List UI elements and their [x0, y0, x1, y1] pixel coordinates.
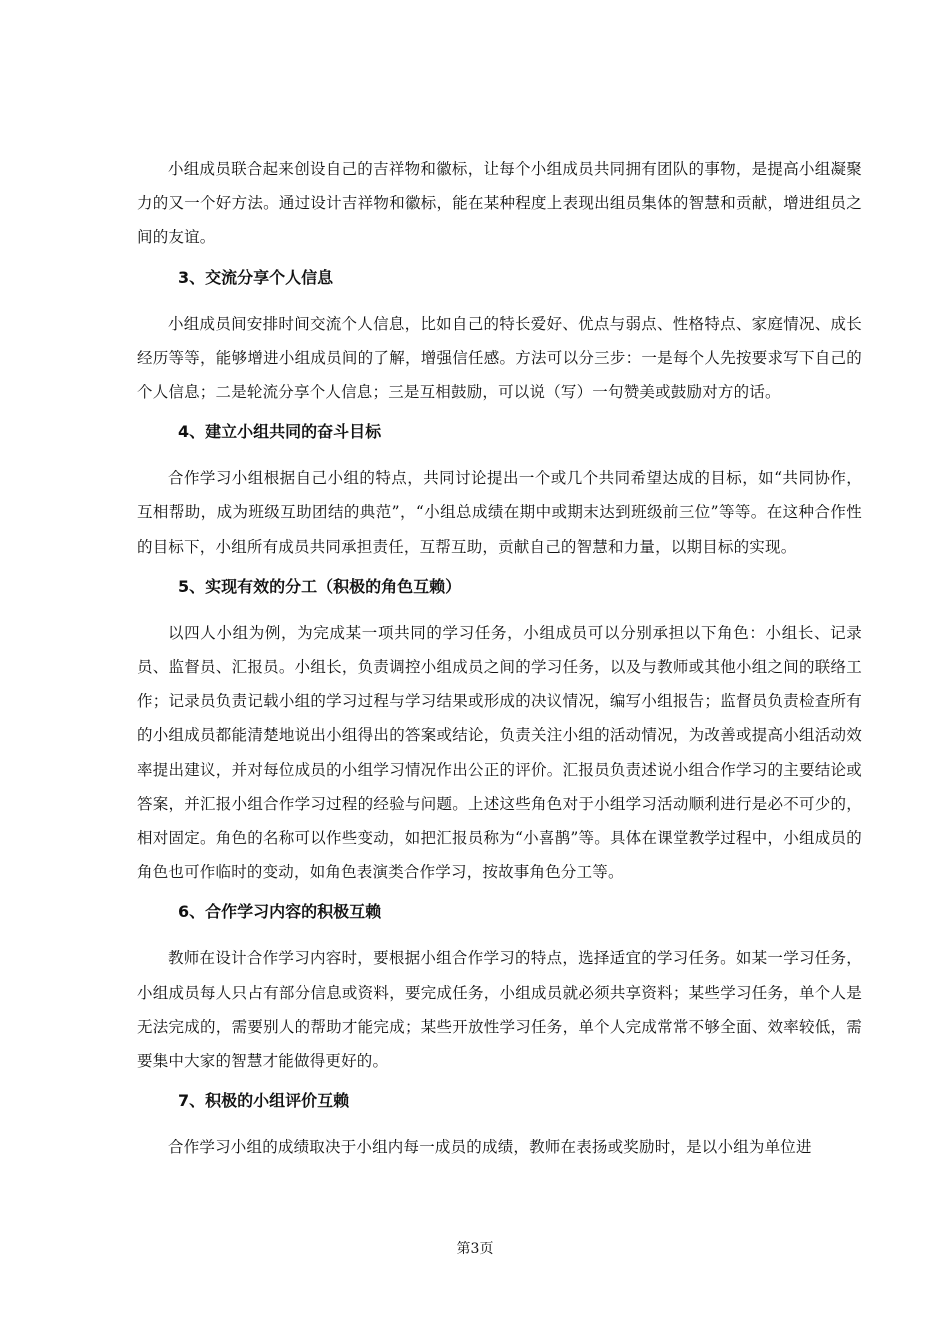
heading-division-of-labor: 5、实现有效的分工（积极的角色互赖） [178, 576, 462, 596]
heading-share-info: 3、交流分享个人信息 [178, 267, 334, 287]
paragraph-common-goal: 合作学习小组根据自己小组的特点，共同讨论提出一个或几个共同希望达成的目标，如“共同协作，互相帮助，成为班级互助团结的典范”，“小组总成绩在期中或期末达到班级前三位”等等。在这种合作性的目标下，小组所有成员共同承担责任，互帮互助，贡献自己的智慧和力量，以期目标的实现。 [137, 469, 862, 556]
paragraph-share-info: 小组成员间安排时间交流个人信息，比如自己的特长爱好、优点与弱点、性格特点、家庭情况、成长经历等等，能够增进小组成员间的了解，增强信任感。方法可以分三步：一是每个人先按要求写下自己的个人信息；二是轮流分享个人信息；三是互相鼓励，可以说（写）一句赞美或鼓励对方的话。 [137, 314, 862, 402]
paragraph-division-of-labor: 以四人小组为例，为完成某一项共同的学习任务，小组成员可以分别承担以下角色：小组长、记录员、监督员、汇报员。小组长，负责调控小组成员之间的学习任务，以及与教师或其他小组之间的联络工作；记录员负责记载小组的学习过程与学习结果或形成的决议情况，编写小组报告；监督员负责检查所有的小组成员都能清楚地说出小组得出的答案或结论，负责关注小组的活动情况，为改善或提高小组活动效率提出建议，并对每位成员的小组学习情况作出公正的评价。汇报员负责述说小组合作学习的主要结论或答案，并汇报小组合作学习过程的经验与问题。上述这些角色对于小组学习活动顺利进行是必不可少的，相对固定。角色的名称可以作些变动，如把汇报员称为“小喜鹊”等。具体在课堂教学过程中，小组成员的角色也可作临时的变动，如角色表演类合作学习，按故事角色分工等。 [137, 623, 862, 882]
heading-common-goal: 4、建立小组共同的奋斗目标 [178, 422, 382, 442]
page-number: 第3页 [456, 1241, 494, 1257]
page-content [137, 152, 862, 1164]
paragraph-group-evaluation: 合作学习小组的成绩取决于小组内每一成员的成绩，教师在表扬或奖励时，是以小组为单位进 [168, 1138, 812, 1157]
heading-content-interdependence: 6、合作学习内容的积极互赖 [178, 902, 382, 922]
paragraph-content-interdependence: 教师在设计合作学习内容时，要根据小组合作学习的特点，选择适宜的学习任务。如某一学习任务，小组成员每人只占有部分信息或资料，要完成任务，小组成员就必须共享资料；某些学习任务，单个人是无法完成的，需要别人的帮助才能完成；某些开放性学习任务，单个人完成常常不够全面、效率较低，需要集中大家的智慧才能做得更好的。 [137, 949, 862, 1071]
paragraph-mascot: 小组成员联合起来创设自己的吉祥物和徽标，让每个小组成员共同拥有团队的事物，是提高小组凝聚力的又一个好方法。通过设计吉祥物和徽标，能在某种程度上表现出组员集体的智慧和贡献，增进组员之间的友谊。 [137, 160, 862, 247]
heading-group-evaluation: 7、积极的小组评价互赖 [178, 1091, 350, 1111]
